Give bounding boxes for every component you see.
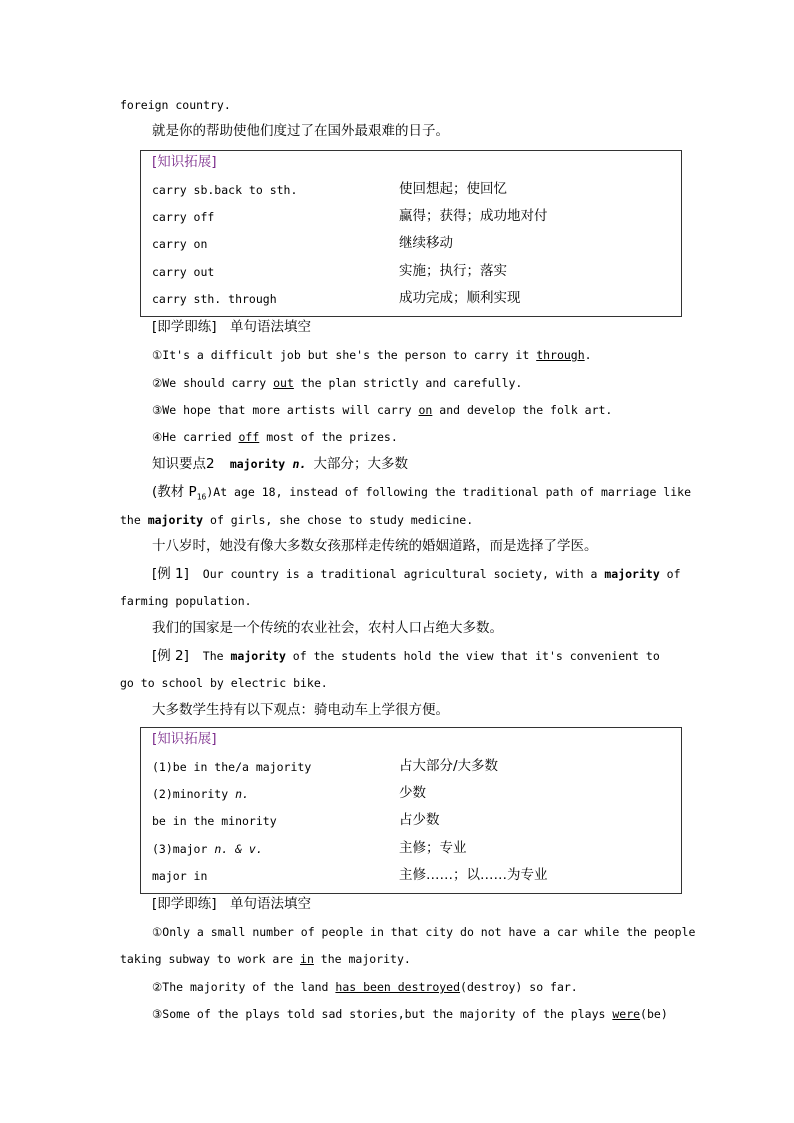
box1-row-en: carry sth. through bbox=[152, 292, 277, 306]
box1-row-en: carry off bbox=[152, 210, 215, 224]
source-prefix: (教材 P bbox=[152, 484, 197, 500]
answer-blank: has been destroyed bbox=[335, 980, 461, 994]
example-tag: [例 1] bbox=[152, 566, 189, 582]
practice1-item bbox=[152, 402, 612, 418]
example-tag: [例 2] bbox=[152, 648, 189, 664]
practice2-item1-line1: ①Only a small number of people in that city do not have a car while the people bbox=[152, 925, 696, 939]
answer-blank: off bbox=[238, 430, 260, 444]
pos: n. & v. bbox=[214, 842, 263, 856]
box1-row-cn: 继续移动 bbox=[399, 235, 453, 251]
box2-row-cn: 少数 bbox=[399, 785, 426, 801]
keyword: majority bbox=[147, 513, 204, 527]
text: taking subway to work are bbox=[120, 952, 301, 966]
example2 bbox=[152, 648, 660, 664]
box1-row-cn: 赢得；获得；成功地对付 bbox=[399, 208, 548, 224]
practice1-item bbox=[152, 429, 398, 445]
point2-heading bbox=[152, 456, 408, 472]
keyword: majority bbox=[230, 649, 286, 663]
item-text: ①It's a difficult job but she's the person to carry it bbox=[152, 348, 537, 362]
text: the bbox=[120, 513, 148, 527]
keyword: majority bbox=[604, 567, 660, 581]
intro-line: foreign country. bbox=[120, 98, 231, 112]
box2-row-en: (1)be in the/a majority bbox=[152, 760, 312, 774]
box1-row-cn: 使回想起；使回忆 bbox=[399, 181, 507, 197]
point2-translation: 十八岁时，她没有像大多数女孩那样走传统的婚姻道路，而是选择了学医。 bbox=[152, 538, 598, 554]
practice2-item2 bbox=[152, 979, 578, 995]
practice1-heading: [即学即练] 单句语法填空 bbox=[152, 319, 312, 335]
text: (2)minority bbox=[152, 787, 236, 801]
point2-meaning: 大部分；大多数 bbox=[313, 456, 409, 472]
pos: n. bbox=[235, 787, 249, 801]
text: ③Some of the plays told sad stories,but the majority of the plays bbox=[152, 1007, 613, 1021]
practice2-heading: [即学即练] 单句语法填空 bbox=[152, 896, 312, 912]
point2-source-line2 bbox=[120, 512, 473, 528]
example1 bbox=[152, 566, 681, 582]
practice2-item3 bbox=[152, 1006, 668, 1022]
box2-row-cn: 占大部分/大多数 bbox=[399, 758, 499, 774]
item-text: the plan strictly and carefully. bbox=[293, 376, 523, 390]
box1-row-en: carry sb.back to sth. bbox=[152, 183, 298, 197]
item-text: most of the prizes. bbox=[259, 430, 398, 444]
box2-row-en: be in the minority bbox=[152, 814, 277, 828]
item-text: . bbox=[584, 348, 592, 362]
box2-row-en: major in bbox=[152, 869, 208, 883]
example1-translation: 我们的国家是一个传统的农业社会，农村人口占绝大多数。 bbox=[152, 620, 503, 636]
point2-label: 知识要点2 bbox=[152, 456, 215, 472]
answer-blank: through bbox=[536, 348, 585, 362]
item-text: ③We hope that more artists will carry bbox=[152, 403, 419, 417]
box2-row-en bbox=[152, 786, 249, 802]
answer-blank: on bbox=[418, 403, 433, 417]
point2-pos: n. bbox=[292, 457, 307, 471]
source-page: 16 bbox=[196, 492, 207, 502]
practice2-item1-line2 bbox=[120, 951, 411, 967]
answer-blank: out bbox=[273, 376, 294, 390]
box2-row-cn: 主修……；以……为专业 bbox=[399, 867, 548, 883]
box2-row-cn: 占少数 bbox=[399, 812, 440, 828]
box2-row-en bbox=[152, 841, 263, 857]
text: of the students hold the view that it's convenient to bbox=[285, 649, 660, 663]
text: (3)major bbox=[152, 842, 215, 856]
text: the majority. bbox=[313, 952, 411, 966]
text: of bbox=[659, 567, 681, 581]
text: (be) bbox=[640, 1007, 668, 1021]
box1-row-en: carry on bbox=[152, 237, 208, 251]
text: The bbox=[202, 649, 231, 663]
text: Our country is a traditional agricultural society, with a bbox=[202, 567, 605, 581]
example2-line2: go to school by electric bike. bbox=[120, 676, 328, 690]
box1-title: [知识拓展] bbox=[152, 154, 217, 170]
item-text: ④He carried bbox=[152, 430, 239, 444]
example1-line2: farming population. bbox=[120, 594, 252, 608]
box1-row-cn: 实施；执行；落实 bbox=[399, 263, 507, 279]
box1-row-en: carry out bbox=[152, 265, 215, 279]
source-text: )At age 18, instead of following the traditional path of marriage like bbox=[206, 485, 691, 499]
intro-translation: 就是你的帮助使他们度过了在国外最艰难的日子。 bbox=[152, 123, 449, 139]
box1-row-cn: 成功完成；顺利实现 bbox=[399, 290, 521, 306]
text: ②The majority of the land bbox=[152, 980, 336, 994]
text: (destroy) so far. bbox=[460, 980, 578, 994]
point2-word: majority bbox=[229, 457, 286, 471]
practice1-item bbox=[152, 347, 592, 363]
text: of girls, she chose to study medicine. bbox=[203, 513, 474, 527]
point2-source bbox=[152, 484, 691, 505]
item-text: ②We should carry bbox=[152, 376, 274, 390]
box2-title: [知识拓展] bbox=[152, 731, 217, 747]
item-text: and develop the folk art. bbox=[432, 403, 613, 417]
practice1-item bbox=[152, 375, 522, 391]
box2-row-cn: 主修；专业 bbox=[399, 840, 467, 856]
answer-blank: were bbox=[612, 1007, 641, 1021]
answer-blank: in bbox=[300, 952, 314, 966]
example2-translation: 大多数学生持有以下观点：骑电动车上学很方便。 bbox=[152, 702, 449, 718]
